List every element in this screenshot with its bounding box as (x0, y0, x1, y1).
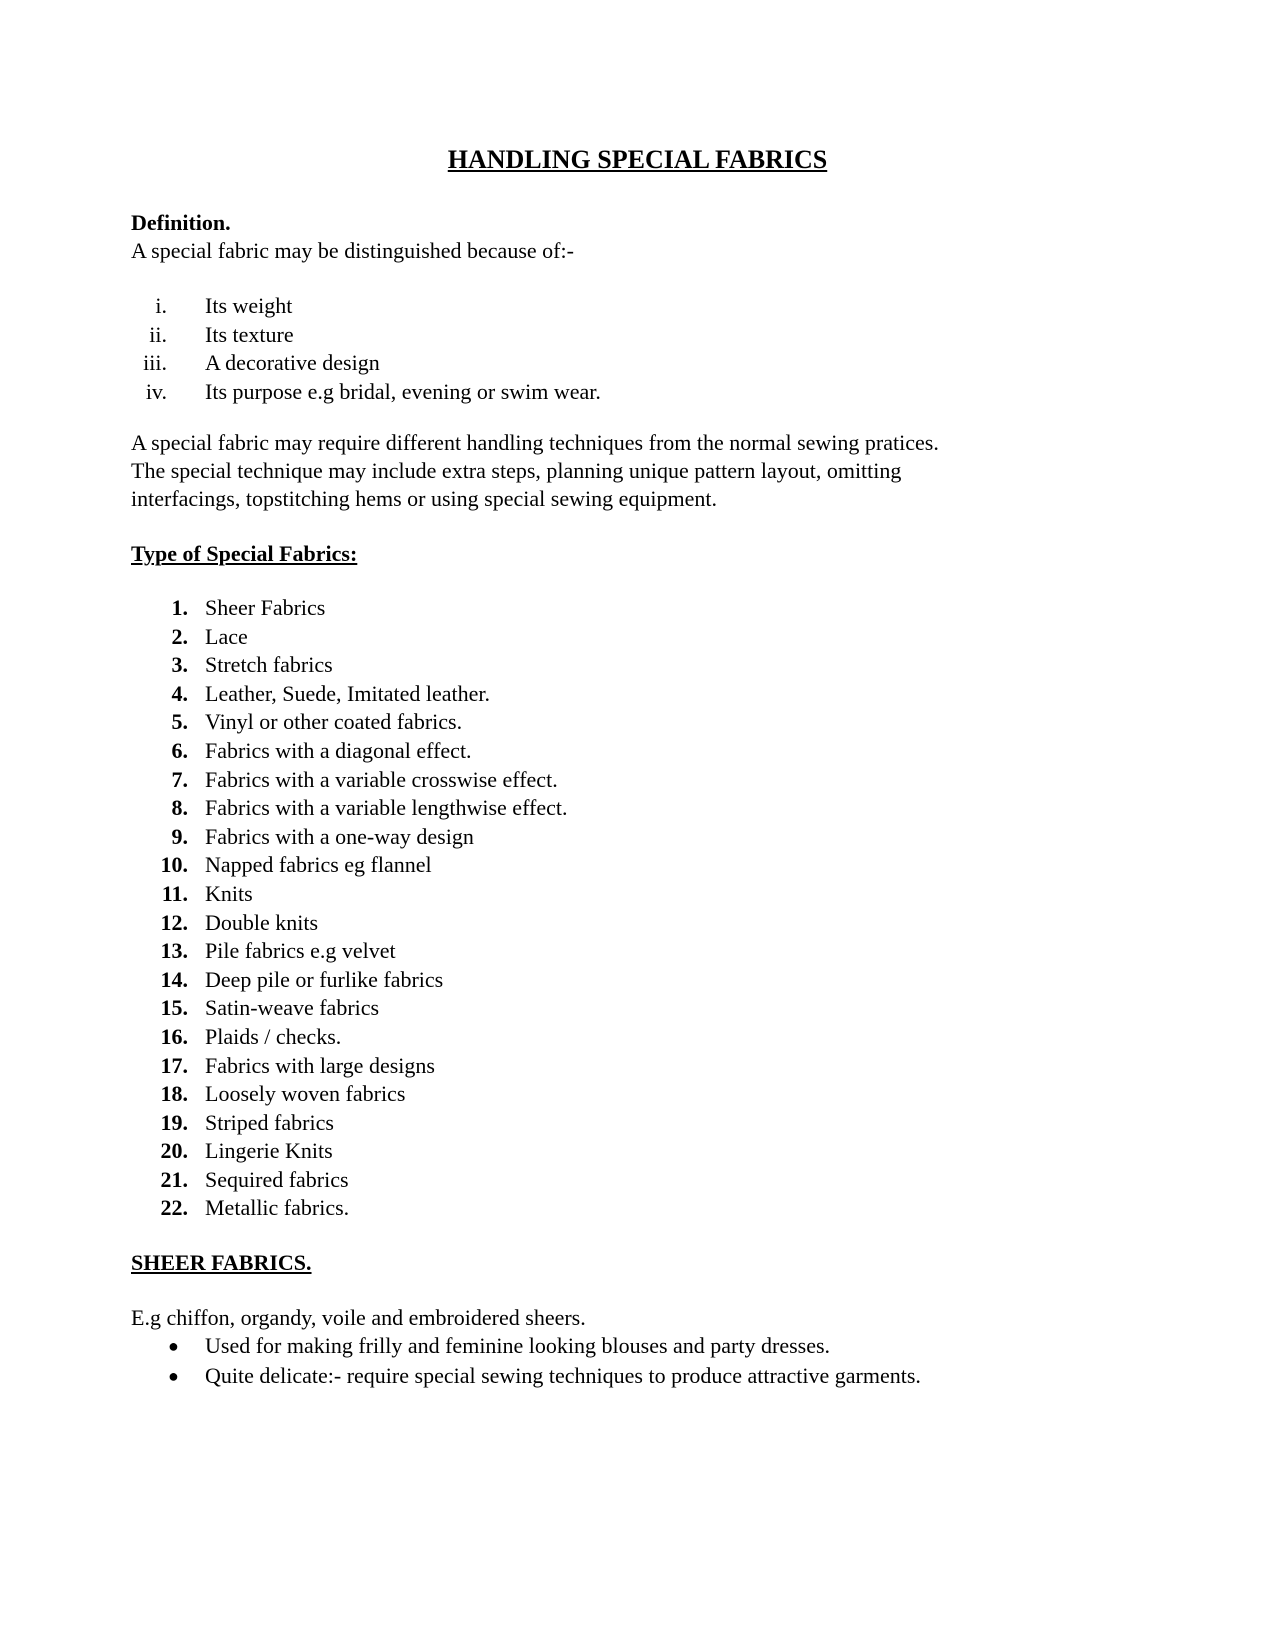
list-marker: 19. (160, 1109, 188, 1135)
list-item-text: Its weight (205, 293, 293, 318)
paragraph-line: A special fabric may require different handling techniques from the normal sewing pratices. (131, 430, 939, 455)
list-marker: 16. (160, 1023, 188, 1049)
list-marker: 10. (160, 852, 188, 878)
list-item-text: Fabrics with large designs (205, 1052, 435, 1078)
list-marker: 22. (160, 1195, 188, 1221)
list-item-text: Fabrics with a variable crosswise effect. (205, 766, 558, 792)
list-marker: iv. (145, 378, 167, 404)
list-item-text: Pile fabrics e.g velvet (205, 938, 396, 964)
list-item-text: Used for making frilly and feminine looking blouses and party dresses. (205, 1333, 831, 1358)
list-marker: 6. (171, 737, 188, 763)
list-marker: iii. (143, 350, 167, 376)
definition-intro: A special fabric may be distinguished because of:- (131, 238, 574, 263)
paragraph-line: interfacings, topstitching hems or using special sewing equipment. (131, 486, 717, 511)
list-item-text: Leather, Suede, Imitated leather. (205, 680, 490, 706)
list-item-text: Fabrics with a diagonal effect. (205, 737, 472, 763)
bullet-icon: ● (168, 1366, 179, 1386)
list-marker: 5. (171, 709, 188, 735)
list-marker: 14. (160, 966, 188, 992)
list-item-text: Vinyl or other coated fabrics. (205, 709, 463, 735)
list-item-text: Its purpose e.g bridal, evening or swim wear. (205, 378, 601, 404)
list-item-text: Its texture (205, 321, 294, 347)
list-marker: ii. (149, 321, 167, 347)
list-item-text: Sheer Fabrics (205, 595, 326, 620)
list-item-text: A decorative design (205, 350, 380, 376)
sheer-fabrics-intro: E.g chiffon, organdy, voile and embroidered sheers. (131, 1305, 586, 1330)
list-marker: 4. (171, 680, 188, 706)
list-item-text: Knits (205, 880, 253, 906)
list-marker: 7. (171, 766, 188, 792)
list-marker: 3. (171, 652, 188, 678)
list-item-text: Fabrics with a variable lengthwise effect. (205, 795, 568, 821)
list-item-text: Quite delicate:- require special sewing techniques to produce attractive garments. (205, 1363, 921, 1388)
list-marker: 1. (171, 595, 188, 620)
list-marker: 9. (171, 823, 188, 849)
list-item-text: Lace (205, 623, 248, 649)
paragraph-line: The special technique may include extra steps, planning unique pattern layout, omitting (131, 458, 902, 483)
list-marker: 8. (171, 795, 188, 821)
definition-heading: Definition. (131, 210, 231, 235)
list-marker: 15. (160, 995, 188, 1021)
list-marker: 17. (160, 1052, 188, 1078)
list-item-text: Loosely woven fabrics (205, 1081, 406, 1107)
list-marker: 2. (171, 623, 188, 649)
page-title: HANDLING SPECIAL FABRICS (447, 145, 828, 174)
list-marker: 21. (160, 1166, 188, 1192)
list-marker: 12. (160, 909, 188, 935)
list-marker: 11. (161, 880, 188, 906)
list-item-text: Stretch fabrics (205, 652, 333, 678)
list-marker: 13. (160, 938, 188, 964)
list-item-text: Double knits (205, 909, 319, 935)
list-item-text: Satin-weave fabrics (205, 995, 380, 1021)
bullet-icon: ● (168, 1336, 179, 1356)
list-item-text: Lingerie Knits (205, 1138, 333, 1164)
list-item-text: Plaids / checks. (205, 1023, 342, 1049)
list-item-text: Striped fabrics (205, 1109, 334, 1135)
list-marker: i. (155, 293, 167, 318)
list-marker: 18. (160, 1081, 188, 1107)
list-item-text: Metallic fabrics. (205, 1195, 350, 1221)
types-heading: Type of Special Fabrics: (131, 541, 358, 566)
sheer-fabrics-heading: SHEER FABRICS. (131, 1250, 312, 1275)
list-item-text: Napped fabrics eg flannel (205, 852, 432, 878)
list-item-text: Fabrics with a one-way design (205, 823, 474, 849)
list-marker: 20. (160, 1138, 188, 1164)
list-item-text: Deep pile or furlike fabrics (205, 966, 444, 992)
list-item-text: Sequired fabrics (205, 1166, 349, 1192)
